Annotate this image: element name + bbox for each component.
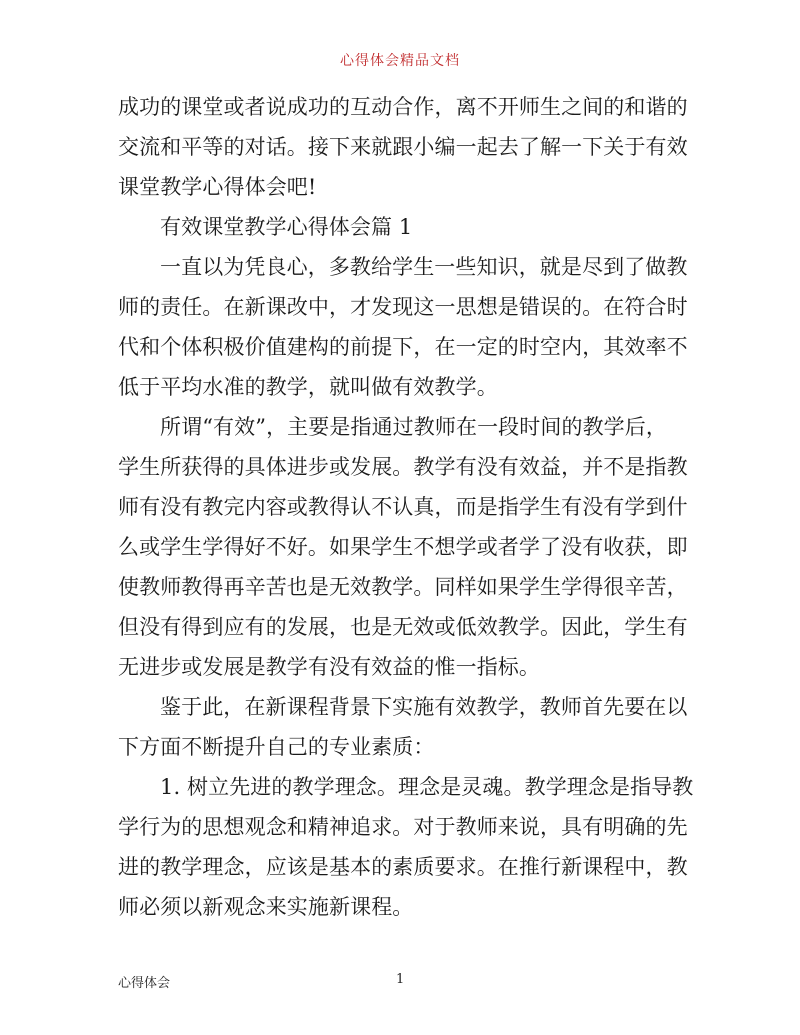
text-line: 鉴于此，在新课程背景下实施有效教学，教师首先要在以: [160, 695, 688, 719]
page-header-title: 心得体会精品文档: [340, 53, 460, 69]
text-line: 代和个体积极价值建构的前提下，在一定的时空内，其效率不: [118, 335, 688, 359]
text-line: 学生所获得的具体进步或发展。教学有没有效益，并不是指教: [118, 455, 688, 479]
paragraph: [118, 407, 690, 687]
text-line: 成功的课堂或者说成功的互动合作，离不开师生之间的和谐的: [118, 95, 688, 119]
text-line: 下方面不断提升自己的专业素质：: [118, 735, 435, 759]
text-line: 1. 树立先进的教学理念。理念是灵魂。教学理念是指导教: [160, 775, 694, 799]
paragraph: [118, 767, 694, 927]
text-line: 么或学生学得好不好。如果学生不想学或者学了没有收获，即: [118, 535, 688, 559]
text-line: 所谓“有效”，主要是指通过教师在一段时间的教学后，: [160, 415, 667, 439]
text-line: 师有没有教完内容或教得认不认真，而是指学生有没有学到什: [118, 495, 688, 519]
text-line: 师必须以新观念来实施新课程。: [118, 895, 414, 919]
section-heading-text: 有效课堂教学心得体会篇 1: [160, 215, 413, 239]
text-line: 低于平均水准的教学，就叫做有效教学。: [118, 375, 498, 399]
document-body: [118, 87, 694, 927]
text-line: 但没有得到应有的发展，也是无效或低效教学。因此，学生有: [118, 615, 688, 639]
section-heading: [118, 207, 690, 247]
footer-label: 心得体会: [118, 976, 171, 991]
text-line: 交流和平等的对话。接下来就跟小编一起去了解一下关于有效: [118, 135, 688, 159]
text-line: 课堂教学心得体会吧!: [118, 175, 317, 199]
text-line: 无进步或发展是教学有没有效益的惟一指标。: [118, 655, 540, 679]
text-line: 使教师教得再辛苦也是无效教学。同样如果学生学得很辛苦，: [118, 575, 688, 599]
paragraph-intro: [118, 87, 690, 207]
paragraph: [118, 247, 690, 407]
text-line: 进的教学理念，应该是基本的素质要求。在推行新课程中，教: [118, 855, 688, 879]
text-line: 一直以为凭良心，多教给学生一些知识，就是尽到了做教: [160, 255, 688, 279]
text-line: 师的责任。在新课改中，才发现这一思想是错误的。在符合时: [118, 295, 688, 319]
page-number: 1: [396, 972, 405, 987]
paragraph: [118, 687, 690, 767]
text-line: 学行为的思想观念和精神追求。对于教师来说，具有明确的先: [118, 815, 688, 839]
